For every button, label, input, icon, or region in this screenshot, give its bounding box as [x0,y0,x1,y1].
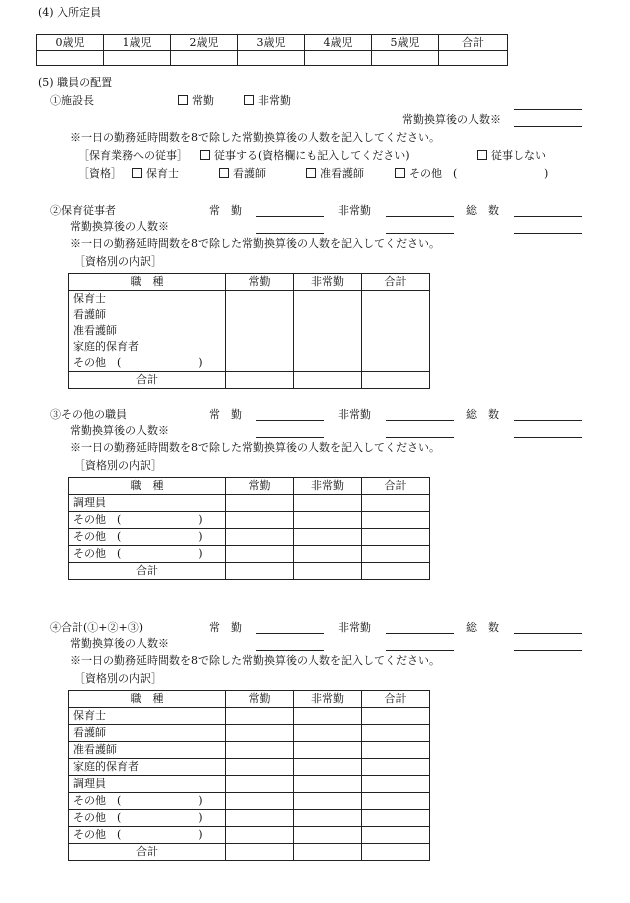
cell[interactable] [294,291,362,308]
cell[interactable] [294,563,362,580]
p2-breakdown-table [68,273,430,389]
cell[interactable] [226,563,294,580]
cell[interactable] [226,546,294,563]
col-full: 常勤 [226,691,294,708]
cell[interactable] [226,776,294,793]
col-part: 非常勤 [294,691,362,708]
cell[interactable] [362,355,430,372]
cell[interactable] [294,323,362,339]
p2-breakdown-label: ［資格別の内訳］ [74,255,162,268]
total-row-label: 合計 [69,563,226,580]
p4-title: ④合計(①+②+③) [50,621,144,634]
p4-note: ※一日の勤務延時間数を8で除した常勤換算後の人数を記入してください。 [70,654,440,667]
cell[interactable] [362,339,430,355]
col-sum: 合計 [362,691,430,708]
table-row-label: 家庭的保育者 [69,759,226,776]
cell[interactable] [362,810,430,827]
cell[interactable] [294,708,362,725]
cell[interactable] [362,844,430,861]
col-total: 合計 [439,35,508,51]
cell[interactable] [294,495,362,512]
cell[interactable] [362,323,430,339]
table-row-label: 看護師 [69,725,226,742]
capacity-cell[interactable] [104,51,171,66]
p4-fte-label: 常勤換算後の人数※ [70,637,169,650]
table-row-label: その他 ( ) [69,810,226,827]
cell[interactable] [362,776,430,793]
p1-qual-nurse[interactable]: 看護師 [219,167,266,181]
checkbox-icon[interactable] [244,95,254,105]
table-row-label: その他 ( ) [69,546,226,563]
cell[interactable] [226,512,294,529]
cell[interactable] [294,355,362,372]
p2-full-label: 常 勤 [209,204,242,217]
p2-fte-label: 常勤換算後の人数※ [70,220,169,233]
cell[interactable] [362,495,430,512]
col-part: 非常勤 [294,274,362,291]
col-job: 職 種 [69,478,226,495]
cell[interactable] [362,512,430,529]
p1-duty-label: ［保育業務への従事］ [78,149,188,162]
col-job: 職 種 [69,691,226,708]
total-row-label: 合計 [69,844,226,861]
cell[interactable] [226,291,294,308]
cell[interactable] [294,307,362,323]
p4-breakdown-label: ［資格別の内訳］ [74,672,162,685]
capacity-cell[interactable] [37,51,104,66]
p4-full-label: 常 勤 [209,621,242,634]
cell[interactable] [294,372,362,389]
cell[interactable] [362,742,430,759]
p2-full-field[interactable] [256,216,324,217]
cell[interactable] [226,844,294,861]
table-row-label: 保育士 [69,291,226,308]
cell[interactable] [226,355,294,372]
cell[interactable] [294,339,362,355]
p3-total-label: 総 数 [466,408,499,421]
p1-qual-close: ) [544,167,549,180]
p1-fte-label: 常勤換算後の人数※ [402,113,501,126]
cell[interactable] [226,339,294,355]
p4-breakdown-table [68,690,430,861]
checkbox-icon[interactable] [178,95,188,105]
checkbox-icon[interactable] [219,168,229,178]
capacity-cell[interactable] [372,51,439,66]
p3-fte-part-field[interactable] [386,437,454,438]
capacity-cell[interactable] [171,51,238,66]
cell[interactable] [226,529,294,546]
checkbox-icon[interactable] [200,150,210,160]
col-part: 非常勤 [294,478,362,495]
p4-part-field[interactable] [386,633,454,634]
cell[interactable] [226,827,294,844]
p4-full-field[interactable] [256,633,324,634]
p2-note: ※一日の勤務延時間数を8で除した常勤換算後の人数を記入してください。 [70,237,440,250]
p3-fte-total-field[interactable] [514,437,582,438]
p3-fte-full-field[interactable] [256,437,324,438]
table-row-label: 家庭的保育者 [69,339,226,355]
checkbox-icon[interactable] [395,168,405,178]
p2-fte-full-field[interactable] [256,233,324,234]
cell[interactable] [294,725,362,742]
cell[interactable] [226,708,294,725]
p1-qual-nursery[interactable]: 保育士 [132,167,179,181]
cell[interactable] [294,793,362,810]
cell[interactable] [362,725,430,742]
capacity-cell[interactable] [305,51,372,66]
col-age3: 3歳児 [238,35,305,51]
col-age5: 5歳児 [372,35,439,51]
p2-total-label: 総 数 [466,204,499,217]
p1-title: ①施設長 [50,94,94,107]
p1-qual-label: ［資格］ [78,167,122,180]
table-row-label: その他 ( ) [69,355,226,372]
col-age2: 2歳児 [171,35,238,51]
col-age4: 4歳児 [305,35,372,51]
cell[interactable] [294,810,362,827]
table-row-label: 看護師 [69,307,226,323]
checkbox-icon[interactable] [306,168,316,178]
checkbox-icon[interactable] [132,168,142,178]
cell[interactable] [362,546,430,563]
cell[interactable] [294,844,362,861]
table-row-label: 准看護師 [69,323,226,339]
cell[interactable] [226,725,294,742]
section4-heading: (4) 入所定員 [38,6,102,19]
cell[interactable] [226,742,294,759]
cell[interactable] [362,529,430,546]
p2-fte-part-field[interactable] [386,233,454,234]
p2-part-field[interactable] [386,216,454,217]
table-row-label: その他 ( ) [69,793,226,810]
p3-breakdown-table [68,477,430,580]
col-job: 職 種 [69,274,226,291]
p3-part-field[interactable] [386,420,454,421]
p1-qual-other[interactable]: その他 ( [395,167,457,181]
p3-title: ③その他の職員 [50,408,127,421]
cell[interactable] [226,810,294,827]
p4-total-field[interactable] [514,633,582,634]
p2-fte-total-field[interactable] [514,233,582,234]
cell[interactable] [362,307,430,323]
cell[interactable] [226,495,294,512]
p1-fte-field[interactable] [514,126,582,127]
p3-fte-label: 常勤換算後の人数※ [70,424,169,437]
table-row-label: 調理員 [69,495,226,512]
col-age0: 0歳児 [37,35,104,51]
cell[interactable] [294,759,362,776]
table-row-label: その他 ( ) [69,512,226,529]
col-full: 常勤 [226,274,294,291]
p1-duty-yes[interactable]: 従事する(資格欄にも記入してください) [200,149,410,163]
p3-full-field[interactable] [256,420,324,421]
checkbox-icon[interactable] [477,150,487,160]
p3-total-field[interactable] [514,420,582,421]
cell[interactable] [294,546,362,563]
p4-total-label: 総 数 [466,621,499,634]
cell[interactable] [226,307,294,323]
p4-fte-total-field[interactable] [514,650,582,651]
cell[interactable] [362,372,430,389]
cell[interactable] [294,776,362,793]
col-sum: 合計 [362,478,430,495]
cell[interactable] [226,759,294,776]
cell[interactable] [362,759,430,776]
table-row-label: 准看護師 [69,742,226,759]
p1-note: ※一日の勤務延時間数を8で除した常勤換算後の人数を記入してください。 [70,131,440,144]
p1-duty-no[interactable]: 従事しない [477,149,546,163]
capacity-cell[interactable] [439,51,508,66]
cell[interactable] [294,742,362,759]
p1-full-option[interactable]: 常勤 [178,94,214,108]
p3-note: ※一日の勤務延時間数を8で除した常勤換算後の人数を記入してください。 [70,441,440,454]
table-row-label: その他 ( ) [69,827,226,844]
cell[interactable] [362,793,430,810]
table-row-label: その他 ( ) [69,529,226,546]
p3-breakdown-label: ［資格別の内訳］ [74,459,162,472]
col-sum: 合計 [362,274,430,291]
p3-full-label: 常 勤 [209,408,242,421]
table-row-label: 保育士 [69,708,226,725]
p2-part-label: 非常勤 [338,204,371,217]
capacity-cell[interactable] [238,51,305,66]
cell[interactable] [294,529,362,546]
cell[interactable] [226,372,294,389]
cell[interactable] [362,708,430,725]
p2-title: ②保育従事者 [50,204,116,217]
p1-blank-line[interactable] [514,109,582,110]
cell[interactable] [362,563,430,580]
cell[interactable] [294,827,362,844]
col-age1: 1歳児 [104,35,171,51]
cell[interactable] [294,512,362,529]
p1-part-option[interactable]: 非常勤 [244,94,291,108]
section5-heading: (5) 職員の配置 [38,76,113,89]
cell[interactable] [226,793,294,810]
p1-qual-assoc-nurse[interactable]: 准看護師 [306,167,364,181]
p3-part-label: 非常勤 [338,408,371,421]
p4-fte-full-field[interactable] [256,650,324,651]
cell[interactable] [226,323,294,339]
total-row-label: 合計 [69,372,226,389]
capacity-table [36,34,508,66]
col-full: 常勤 [226,478,294,495]
table-row-label: 調理員 [69,776,226,793]
cell[interactable] [362,291,430,308]
p4-fte-part-field[interactable] [386,650,454,651]
cell[interactable] [362,827,430,844]
p4-part-label: 非常勤 [338,621,371,634]
p2-total-field[interactable] [514,216,582,217]
